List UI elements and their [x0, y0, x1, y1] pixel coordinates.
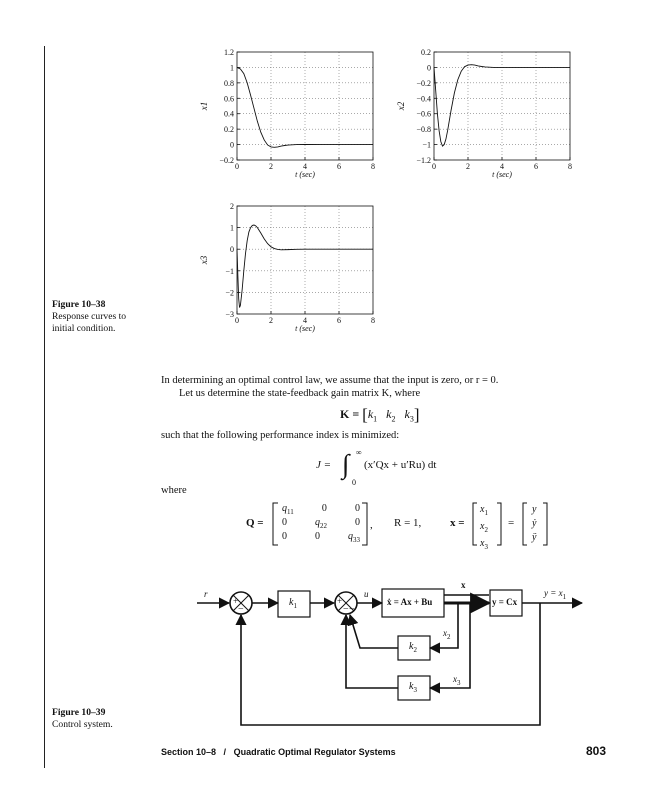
Q-cell: 0 — [282, 531, 287, 542]
k2-label — [409, 641, 417, 654]
y-tick-label: −0.4 — [416, 94, 431, 104]
sum2-minus: − — [349, 604, 355, 615]
x3-text: x — [453, 674, 457, 684]
label-x3 — [453, 674, 461, 687]
y-axis-label: x2 — [396, 101, 406, 111]
x-tick-label: 4 — [303, 162, 307, 171]
y-tick-label: 0.6 — [224, 94, 234, 104]
x-tick-label: 6 — [534, 162, 538, 171]
x-tick-label: 6 — [337, 162, 341, 171]
eq-K-entry: k — [386, 407, 392, 421]
y-tick-label: 2 — [230, 202, 234, 211]
x-tick-label: 8 — [371, 316, 375, 325]
k3-text: k — [409, 681, 414, 692]
y-tick-label: 0 — [230, 140, 234, 150]
x2-text: x — [443, 628, 447, 638]
x-sub: 1 — [484, 509, 488, 517]
y-tick-label: −0.6 — [416, 109, 431, 119]
y-axis-label: x3 — [199, 255, 209, 265]
k1-text: k — [289, 597, 294, 608]
sum1-plus: + — [233, 596, 239, 606]
Q-lhs: Q = — [246, 517, 264, 529]
y-entry: ÿ — [532, 532, 537, 543]
x-axis-label: t (sec) — [492, 170, 512, 179]
x-entry: x — [480, 521, 485, 532]
k2-sub: 2 — [413, 646, 417, 654]
y-tick-label: 1 — [230, 63, 234, 73]
x3-sub: 3 — [457, 678, 461, 687]
x-tick-label: 8 — [371, 162, 375, 171]
y-tick-label: −0.8 — [416, 125, 431, 135]
caption-line: Response curves to — [52, 311, 127, 322]
eq-K-entry: k — [404, 407, 410, 421]
k1-sub: 1 — [293, 602, 297, 610]
y-tick-label: 0.2 — [421, 48, 431, 57]
eq-J-lhs: J = — [316, 459, 332, 471]
eq-K-sub: 3 — [409, 414, 414, 424]
Q-cell: q — [348, 531, 353, 542]
sum1-minus: − — [238, 604, 244, 615]
section-number: Section 10–8 — [161, 747, 217, 757]
caption-line: initial condition. — [52, 323, 116, 334]
section-title: Quadratic Optimal Regulator Systems — [233, 747, 396, 757]
x-axis-label: t (sec) — [295, 170, 315, 179]
y-tick-label: −1 — [422, 140, 431, 150]
running-footer — [161, 747, 396, 757]
y-tick-label: −1 — [225, 266, 234, 276]
x-axis-label: t (sec) — [295, 324, 315, 333]
paragraph-1: In determining an optimal control law, we assume that the input is zero, or r = 0. — [161, 375, 499, 386]
eq-J-upper: ∞ — [356, 448, 362, 457]
plant-label: ẋ = Ax + Bu — [387, 597, 433, 607]
x-tick-label: 2 — [269, 316, 273, 325]
y-tick-label: −3 — [225, 310, 234, 319]
y-entry: ẏ — [532, 518, 537, 529]
y-tick-label: 0.2 — [224, 125, 234, 135]
u-text: u — [364, 589, 369, 599]
k1-label — [289, 597, 297, 610]
x-tick-label: 0 — [235, 316, 239, 325]
y-out-sub: 1 — [562, 592, 567, 601]
x-entry: x — [480, 504, 485, 515]
label-u — [364, 589, 369, 599]
caption-line: Control system. — [52, 719, 113, 730]
eq-K-sub: 1 — [373, 414, 378, 424]
label-y-out — [544, 588, 566, 601]
Q-cell: 0 — [355, 503, 360, 514]
figure-label: Figure 10–39 — [52, 707, 106, 718]
x-entry: x — [480, 538, 485, 549]
paragraph-4: where — [161, 485, 187, 496]
y-axis-label: x1 — [199, 101, 209, 111]
x-tick-label: 2 — [466, 162, 470, 171]
y-tick-label: 0 — [427, 63, 431, 73]
x-tick-label: 4 — [303, 316, 307, 325]
equation-QRx: Q = $q_{11}$ 0 0 0 $q_{22}$ 0 0 0 $q_{33}$ , R = 1, x = $x_1$ $x_2$ $x_3$ = y ẏ ÿ — [246, 501, 546, 549]
x-sub: 2 — [484, 526, 488, 534]
x-tick-label: 0 — [235, 162, 239, 171]
output-block-label: y = Cx — [492, 597, 518, 607]
eq-K-entry: k — [367, 407, 374, 421]
R-equation: R = 1, — [394, 517, 422, 529]
y-tick-label: 0 — [230, 245, 234, 255]
page-number: 803 — [586, 744, 607, 758]
x-lhs: x = — [450, 517, 465, 529]
Q-sub: 11 — [287, 508, 294, 516]
k2-text: k — [409, 641, 414, 652]
paragraph-2: Let us determine the state-feedback gain matrix K, where — [179, 388, 421, 399]
Q-cell: 0 — [315, 531, 320, 542]
x2-sub: 2 — [447, 632, 451, 641]
eq-K-lhs: K = — [340, 407, 360, 421]
eq-J-lower: 0 — [352, 478, 356, 487]
Q-cell: 0 — [321, 503, 327, 514]
integral-sign: ∫ — [342, 449, 350, 479]
y-tick-label: 1.2 — [224, 48, 234, 57]
Q-cell: q — [282, 503, 287, 514]
eq-J-integrand: (x′Qx + u′Ru) dt — [364, 459, 437, 471]
Q-sub: 22 — [320, 522, 327, 530]
label-x2 — [443, 628, 451, 641]
y-tick-label: −0.2 — [219, 156, 234, 165]
x-tick-label: 0 — [432, 162, 436, 171]
sum2-plus: + — [337, 596, 343, 606]
y-tick-label: −0.2 — [416, 78, 431, 88]
Q-sub: 33 — [353, 536, 360, 544]
sum2-minus: − — [343, 604, 349, 615]
footer-separator: / — [223, 747, 227, 757]
y-out-text: y = x — [544, 588, 563, 598]
Q-cell: 0 — [282, 517, 287, 528]
y-tick-label: 0.8 — [224, 78, 234, 88]
figure-label: Figure 10–38 — [52, 299, 106, 310]
equation-K: $K = [k_1$ $k_2$ $k_3$] — [340, 405, 420, 424]
y-tick-label: 1 — [230, 223, 234, 233]
x-sub: 3 — [484, 543, 488, 551]
y-tick-label: 0.4 — [224, 109, 234, 119]
label-x: x — [461, 580, 466, 590]
x-tick-label: 8 — [568, 162, 572, 171]
x-tick-label: 4 — [500, 162, 504, 171]
y-tick-label: −1.2 — [416, 156, 431, 165]
unity-feedback-path — [241, 603, 540, 725]
r-text: r — [204, 589, 208, 599]
k3-label — [409, 681, 417, 694]
x-tick-label: 2 — [269, 162, 273, 171]
y-entry: y — [532, 504, 537, 515]
label-r — [204, 589, 208, 599]
eq-K-sub: 2 — [391, 414, 396, 424]
paragraph-3: such that the following performance index is minimized: — [161, 430, 400, 441]
y-tick-label: −2 — [225, 288, 234, 298]
Q-cell: q — [315, 517, 320, 528]
k3-sub: 3 — [413, 686, 417, 694]
Q-cell: 0 — [355, 517, 360, 528]
x-tick-label: 6 — [337, 316, 341, 325]
